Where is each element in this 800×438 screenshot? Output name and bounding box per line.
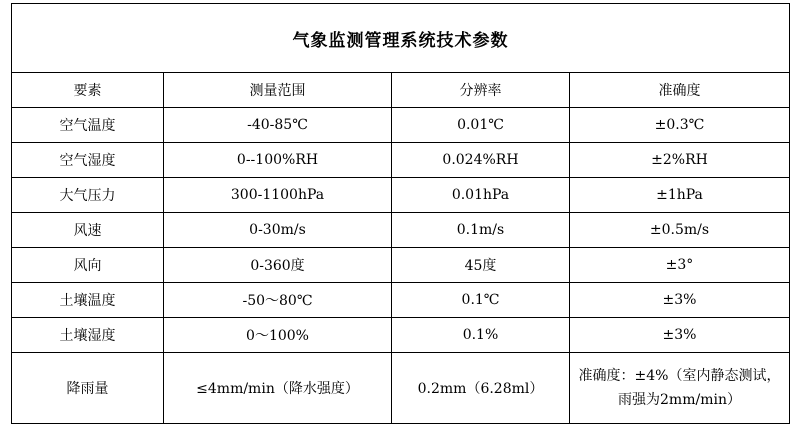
cell-factor: 土壤温度: [12, 283, 164, 318]
cell-factor: 土壤湿度: [12, 318, 164, 353]
spec-table: [11, 3, 790, 424]
cell-factor: 空气湿度: [12, 143, 164, 178]
cell-range: 300-1100hPa: [164, 178, 392, 213]
cell-resolution: 45度: [392, 248, 570, 283]
title-row: [12, 4, 790, 73]
cell-accuracy: ±3%: [570, 283, 790, 318]
cell-resolution: 0.024%RH: [392, 143, 570, 178]
cell-resolution: 0.1%: [392, 318, 570, 353]
cell-factor: 降雨量: [12, 353, 164, 424]
cell-accuracy: ±0.5m/s: [570, 213, 790, 248]
header-accuracy: 准确度: [570, 73, 790, 108]
cell-resolution: 0.1m/s: [392, 213, 570, 248]
cell-range: 0--100%RH: [164, 143, 392, 178]
cell-factor: 大气压力: [12, 178, 164, 213]
table-title: 气象监测管理系统技术参数: [12, 4, 790, 73]
table-row: [12, 143, 790, 178]
spec-table-container: [11, 3, 790, 424]
table-row: [12, 248, 790, 283]
cell-accuracy: ±2%RH: [570, 143, 790, 178]
table-row: [12, 318, 790, 353]
cell-resolution: 0.2mm（6.28ml）: [392, 353, 570, 424]
table-row: [12, 353, 790, 424]
header-factor: 要素: [12, 73, 164, 108]
cell-range: -50～80℃: [164, 283, 392, 318]
cell-range: 0～100%: [164, 318, 392, 353]
header-resolution: 分辨率: [392, 73, 570, 108]
cell-accuracy: ±3°: [570, 248, 790, 283]
cell-accuracy: ±0.3℃: [570, 108, 790, 143]
table-row: [12, 213, 790, 248]
header-row: [12, 73, 790, 108]
table-row: [12, 108, 790, 143]
cell-range: ≤4mm/min（降水强度）: [164, 353, 392, 424]
header-range: 测量范围: [164, 73, 392, 108]
cell-range: 0-360度: [164, 248, 392, 283]
cell-range: -40-85℃: [164, 108, 392, 143]
cell-accuracy: ±1hPa: [570, 178, 790, 213]
cell-resolution: 0.01℃: [392, 108, 570, 143]
table-row: [12, 178, 790, 213]
cell-resolution: 0.1℃: [392, 283, 570, 318]
table-row: [12, 283, 790, 318]
cell-range: 0-30m/s: [164, 213, 392, 248]
cell-accuracy: ±3%: [570, 318, 790, 353]
cell-resolution: 0.01hPa: [392, 178, 570, 213]
cell-factor: 风速: [12, 213, 164, 248]
cell-factor: 空气温度: [12, 108, 164, 143]
cell-factor: 风向: [12, 248, 164, 283]
cell-accuracy: 准确度：±4%（室内静态测试，雨强为2mm/min）: [570, 353, 790, 424]
